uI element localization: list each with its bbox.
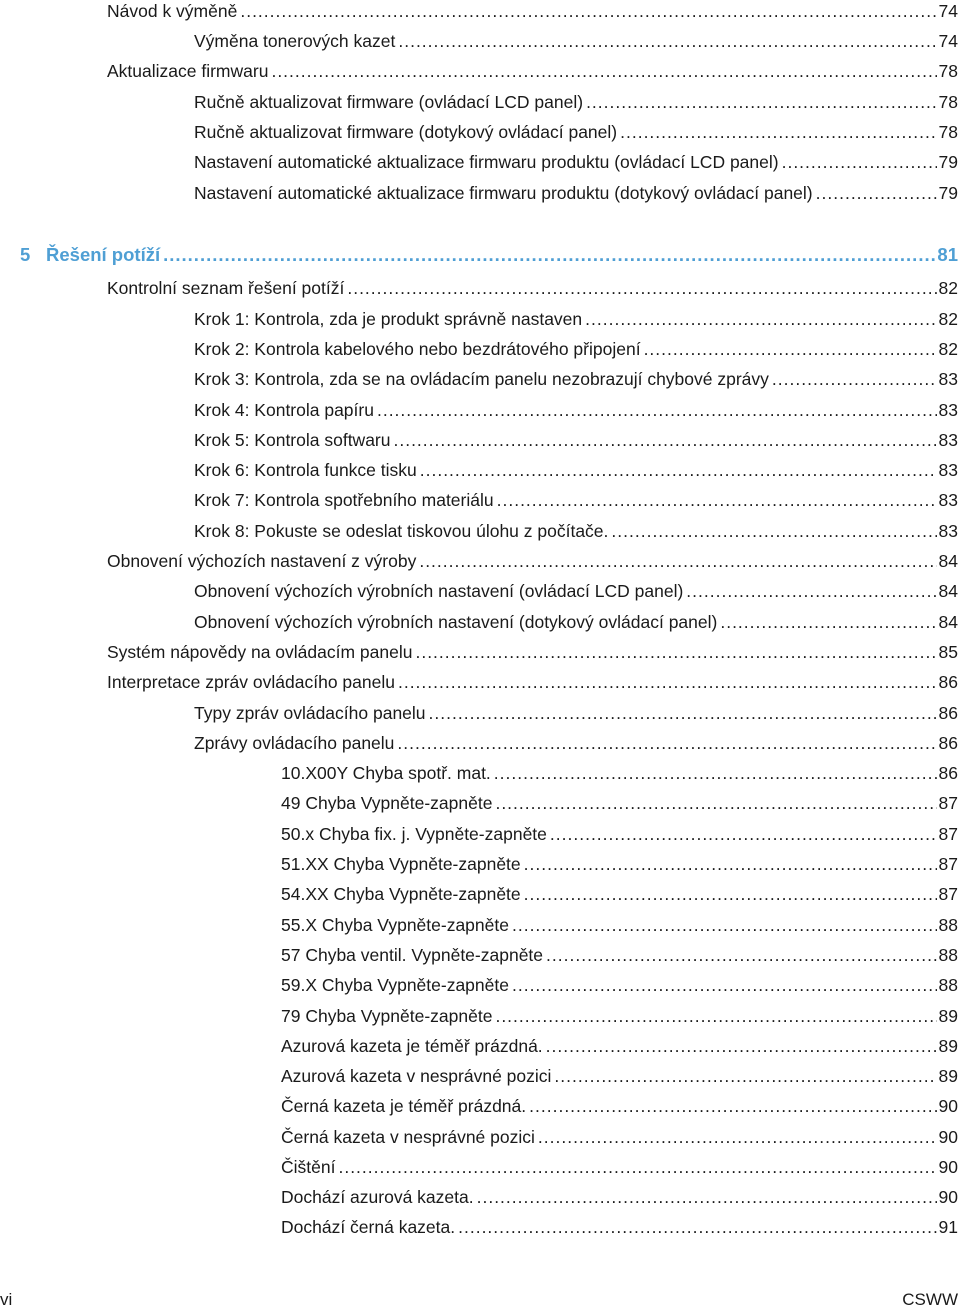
footer-document-code: CSWW (902, 1290, 958, 1309)
toc-entry[interactable] (194, 702, 958, 724)
toc-entry[interactable] (281, 974, 958, 996)
toc-entry[interactable] (281, 1095, 958, 1117)
toc-page-number: 87 (938, 824, 958, 844)
toc-entry[interactable] (281, 1216, 958, 1238)
toc-entry-title: Čištění (281, 1157, 336, 1177)
toc-entry-title: Systém nápovědy na ovládacím panelu (107, 642, 413, 662)
dot-leader (477, 1186, 937, 1208)
chapter-title: Řešení potíží (46, 244, 161, 265)
dot-leader (585, 308, 936, 330)
dot-leader (529, 1095, 936, 1117)
toc-page-number: 83 (938, 490, 958, 510)
toc-entry-title: 54.XX Chyba Vypněte-zapněte (281, 884, 521, 904)
dot-leader (644, 338, 937, 360)
toc-page-number: 84 (938, 581, 958, 601)
toc-entry-title: Zprávy ovládacího panelu (194, 733, 395, 753)
toc-page-number: 86 (938, 703, 958, 723)
dot-leader (420, 459, 937, 481)
toc-page-number: 83 (938, 430, 958, 450)
toc-entry-title: Dochází azurová kazeta. (281, 1187, 474, 1207)
toc-chapter-entry[interactable] (20, 244, 958, 266)
toc-entry[interactable] (281, 792, 958, 814)
toc-entry[interactable] (194, 368, 958, 390)
dot-leader (458, 1216, 936, 1238)
footer-page-number: vi (0, 1290, 13, 1309)
dot-leader (497, 489, 937, 511)
toc-entry-title: Krok 3: Kontrola, zda se na ovládacím panelu nezobrazují chybové zprávy (194, 369, 769, 389)
dot-leader (240, 0, 936, 22)
toc-entry-title: Obnovení výchozích nastavení z výroby (107, 551, 417, 571)
toc-page-number: 87 (938, 854, 958, 874)
dot-leader (816, 182, 937, 204)
toc-entry[interactable] (281, 914, 958, 936)
dot-leader (494, 762, 937, 784)
toc-page-number: 82 (938, 309, 958, 329)
toc-page-number: 87 (938, 793, 958, 813)
toc-entry-title: Interpretace zpráv ovládacího panelu (107, 672, 395, 692)
dot-leader (546, 1035, 937, 1057)
toc-page-number: 90 (938, 1127, 958, 1147)
toc-entry-title: 59.X Chyba Vypněte-zapněte (281, 975, 509, 995)
dot-leader (524, 883, 937, 905)
toc-entry-title: Krok 7: Kontrola spotřebního materiálu (194, 490, 494, 510)
toc-entry-title: Nastavení automatické aktualizace firmwaru produktu (ovládací LCD panel) (194, 152, 779, 172)
dot-leader (338, 1156, 936, 1178)
toc-page-number: 90 (938, 1096, 958, 1116)
toc-entry-title: Návod k výměně (107, 1, 238, 21)
toc-entry[interactable] (194, 489, 958, 511)
toc-entry-title: Krok 5: Kontrola softwaru (194, 430, 391, 450)
dot-leader (398, 671, 937, 693)
dot-leader (546, 944, 937, 966)
toc-page-number: 74 (938, 1, 958, 21)
toc-page-number: 89 (938, 1006, 958, 1026)
toc-entry-title: Krok 1: Kontrola, zda je produkt správně nastaven (194, 309, 583, 329)
toc-entry-title: Ručně aktualizovat firmware (dotykový ovládací panel) (194, 122, 618, 142)
toc-entry[interactable] (194, 429, 958, 451)
toc-page-number: 89 (938, 1036, 958, 1056)
toc-page-number: 79 (938, 152, 958, 172)
dot-leader (550, 823, 937, 845)
toc-entry[interactable] (194, 399, 958, 421)
toc-entry-title: Výměna tonerových kazet (194, 31, 396, 51)
dot-leader (419, 550, 936, 572)
dot-leader (772, 368, 937, 390)
dot-leader (524, 853, 937, 875)
toc-entry[interactable] (281, 853, 958, 875)
toc-page-number: 87 (938, 884, 958, 904)
toc-entry[interactable] (281, 1156, 958, 1178)
toc-entry[interactable] (194, 520, 958, 542)
toc-entry[interactable] (194, 308, 958, 330)
dot-leader (347, 277, 936, 299)
toc-page-number: 78 (938, 61, 958, 81)
toc-page-number: 83 (938, 369, 958, 389)
toc-page-number: 78 (938, 122, 958, 142)
toc-entry-title: 10.X00Y Chyba spotř. mat. (281, 763, 491, 783)
dot-leader (611, 520, 936, 542)
toc-entry-title: Krok 6: Kontrola funkce tisku (194, 460, 417, 480)
toc-entry[interactable] (281, 823, 958, 845)
dot-leader (538, 1126, 937, 1148)
toc-page-number: 74 (938, 31, 958, 51)
toc-entry-title: Aktualizace firmwaru (107, 61, 269, 81)
dot-leader (782, 151, 937, 173)
dot-leader (554, 1065, 936, 1087)
dot-leader (393, 429, 936, 451)
toc-entry[interactable] (107, 550, 958, 572)
toc-page-number: 78 (938, 92, 958, 112)
toc-entry[interactable] (107, 277, 958, 299)
dot-leader (512, 914, 937, 936)
toc-entry-title (20, 244, 160, 266)
dot-leader (398, 30, 936, 52)
toc-entry[interactable] (194, 580, 958, 602)
toc-entry[interactable] (194, 182, 958, 204)
dot-leader (720, 611, 936, 633)
toc-page-number: 86 (938, 733, 958, 753)
toc-entry[interactable] (281, 944, 958, 966)
toc-entry[interactable] (107, 671, 958, 693)
toc-page-number: 81 (937, 244, 958, 265)
toc-entry-title: Azurová kazeta v nesprávné pozici (281, 1066, 552, 1086)
dot-leader (377, 399, 937, 421)
toc-page-number: 82 (938, 339, 958, 359)
toc-entry[interactable] (194, 151, 958, 173)
toc-entry-title: Krok 2: Kontrola kabelového nebo bezdrátového připojení (194, 339, 641, 359)
toc-entry-title: Obnovení výchozích výrobních nastavení (dotykový ovládací panel) (194, 612, 718, 632)
toc-entry[interactable] (281, 883, 958, 905)
toc-entry-title: Azurová kazeta je téměř prázdná. (281, 1036, 543, 1056)
toc-entry[interactable] (194, 30, 958, 52)
dot-leader (397, 732, 936, 754)
toc-entry-title: Obnovení výchozích výrobních nastavení (ovládací LCD panel) (194, 581, 684, 601)
toc-entry-title: Krok 4: Kontrola papíru (194, 400, 374, 420)
toc-page-number: 88 (938, 975, 958, 995)
dot-leader (271, 60, 936, 82)
toc-entry-title: Typy zpráv ovládacího panelu (194, 703, 426, 723)
toc-entry[interactable] (281, 762, 958, 784)
toc-page-number: 83 (938, 400, 958, 420)
toc-entry-title: Ručně aktualizovat firmware (ovládací LCD panel) (194, 92, 584, 112)
toc-entry[interactable] (281, 1186, 958, 1208)
toc-entry[interactable] (194, 611, 958, 633)
toc-entry-title: Černá kazeta v nesprávné pozici (281, 1127, 535, 1147)
toc-entry-title: 79 Chyba Vypněte-zapněte (281, 1006, 493, 1026)
toc-page-number: 88 (938, 915, 958, 935)
toc-entry[interactable] (281, 1126, 958, 1148)
toc-entry[interactable] (107, 0, 958, 22)
toc-page-number: 79 (938, 183, 958, 203)
toc-page-number: 84 (938, 551, 958, 571)
toc-page-number: 86 (938, 672, 958, 692)
toc-entry[interactable] (194, 459, 958, 481)
toc-page-number: 89 (938, 1066, 958, 1086)
chapter-number: 5 (20, 244, 31, 265)
toc-page-number: 88 (938, 945, 958, 965)
dot-leader (495, 792, 936, 814)
toc-entry-title: 57 Chyba ventil. Vypněte-zapněte (281, 945, 544, 965)
toc-entry-title: Černá kazeta je téměř prázdná. (281, 1096, 527, 1116)
toc-entry[interactable] (281, 1065, 958, 1087)
toc-page-number: 82 (938, 278, 958, 298)
toc-page-number: 91 (938, 1217, 958, 1237)
toc-entry[interactable] (281, 1005, 958, 1027)
toc-entry[interactable] (281, 1035, 958, 1057)
toc-entry[interactable] (107, 641, 958, 663)
toc-entry-title: 49 Chyba Vypněte-zapněte (281, 793, 493, 813)
toc-entry[interactable] (194, 121, 958, 143)
toc-page-number: 86 (938, 763, 958, 783)
toc-entry[interactable] (194, 91, 958, 113)
dot-leader (512, 974, 937, 996)
dot-leader (163, 244, 935, 266)
toc-entry-title: 50.x Chyba fix. j. Vypněte-zapněte (281, 824, 547, 844)
toc-page-number: 83 (938, 521, 958, 541)
toc-entry-title: Dochází černá kazeta. (281, 1217, 456, 1237)
toc-page-number: 90 (938, 1157, 958, 1177)
dot-leader (429, 702, 937, 724)
toc-entry[interactable] (194, 338, 958, 360)
toc-page-number: 83 (938, 460, 958, 480)
toc-entry-title: Nastavení automatické aktualizace firmwaru produktu (dotykový ovládací panel) (194, 183, 813, 203)
toc-page-number: 90 (938, 1187, 958, 1207)
dot-leader (686, 580, 936, 602)
toc-entry[interactable] (194, 732, 958, 754)
dot-leader (620, 121, 936, 143)
toc-entry-title: Krok 8: Pokuste se odeslat tiskovou úlohu z počítače. (194, 521, 609, 541)
dot-leader (415, 641, 936, 663)
dot-leader (586, 91, 936, 113)
toc-entry[interactable] (107, 60, 958, 82)
toc-page-number: 84 (938, 612, 958, 632)
dot-leader (495, 1005, 936, 1027)
toc-entry-title: 51.XX Chyba Vypněte-zapněte (281, 854, 521, 874)
toc-entry-title: Kontrolní seznam řešení potíží (107, 278, 345, 298)
toc-entry-title: 55.X Chyba Vypněte-zapněte (281, 915, 509, 935)
toc-page-number: 85 (938, 642, 958, 662)
